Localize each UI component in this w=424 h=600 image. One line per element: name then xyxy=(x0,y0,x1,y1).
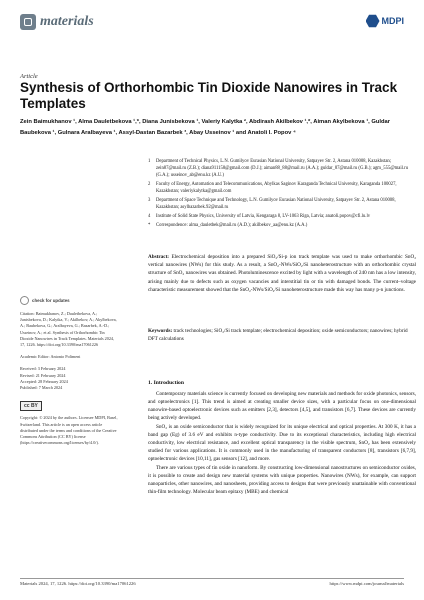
footer-citation[interactable]: Materials 2024, 17, 1226. https://doi.org/10.3390/ma17061226 xyxy=(20,581,136,586)
journal-logo[interactable] xyxy=(20,14,94,30)
article-type: Article xyxy=(20,73,38,80)
section-heading: 1. Introduction xyxy=(148,380,184,386)
abstract-label: Abstract: xyxy=(148,254,170,260)
publisher-name: MDPI xyxy=(381,16,404,26)
date-accepted: Accepted: 28 February 2024 xyxy=(20,378,68,384)
article-title: Synthesis of Orthorhombic Tin Dioxide Nanowires in Track Templates xyxy=(20,80,398,111)
keywords-label: Keywords: xyxy=(148,328,173,334)
footer-divider xyxy=(20,578,404,579)
date-published: Published: 7 March 2024 xyxy=(20,385,63,391)
affiliation-item: 3 Department of Space Technique and Technology, L.N. Gumilyov Eurasian National University, Satpayev Str. 2, Astana 010008, Kazakhstan; asylbazarbek.92@mail.ru xyxy=(148,198,396,211)
paragraph: There are various types of tin oxide in nanoform. By constructing low-dimensional nanostructures on semiconductor oxides, it is possible to create and design new material systems with unique properties. Nanowires (NWs), for example, can support nanoparticles, other nanowires, and nanosheets, providing access to designs that were previously unattainable with conventional thin-film technology. Molecular beam epitaxy (MBE) and chemical xyxy=(148,464,416,496)
check-for-updates-icon xyxy=(20,296,29,305)
citation-block xyxy=(20,311,118,348)
license-text: Copyright: © 2024 by the authors. Licensee MDPI, Basel, Switzerland. This article is an open access article distributed under the terms and conditions of the Creative Commons Attribution (CC BY) license (https://creativecommons.org/licenses/by/4.0/). xyxy=(20,415,118,446)
cc-license-badge[interactable]: cc BY xyxy=(20,401,42,411)
journal-name: materials xyxy=(40,14,94,29)
check-for-updates-button[interactable] xyxy=(20,296,118,305)
citation-text: Baimukhanov, Z.; Dauletbekova, A.; Junisbekova, D.; Kalytka, V.; Akilbekov, A.; Akylbekova, A.; Baubekova, G.; Aralbayeva, G.; Bazarbek, A.-D.; Usseinov, A.; et al. Synthesis of Orthorhombic Tin Dioxide Nanowires in Track Templates. Materials 2024, 17, 1226. https://doi.org/10.3390/ma17061226 xyxy=(20,311,117,348)
mdpi-logo-icon xyxy=(366,14,380,28)
abstract xyxy=(148,253,416,294)
check-for-updates-label: check for updates xyxy=(32,298,70,303)
affiliations xyxy=(148,158,416,231)
sidebar xyxy=(20,296,118,446)
footer-journal-url[interactable]: https://www.mdpi.com/journal/materials xyxy=(329,581,404,586)
publisher-logo[interactable] xyxy=(366,14,405,28)
author-list: Zein Baimukhanov ¹, Alma Dauletbekova ¹,*, Diana Junisbekova ¹, Valeriy Kalytka ², Abdirash Akilbekov ¹,*, Aiman Akylbekova ¹, Guldar Baubekova ¹, Gulnara Aralbayeva ¹, Assyl-Dastan Bazarbek ³, Abay Usseinov ¹ and Anatoli I. Popov ⁴ xyxy=(20,119,391,136)
affiliation-item: 1 Department of Technical Physics, L.N. Gumilyov Eurasian National University, Satpayev Str. 2, Astana 010008, Kazakhstan; zein87@mail.ru (Z.B.); diana911158@gmail.com (D.J.); aiman88_88@mail.ru (A.A.); guldar_87@mail.ru (G.B.); agm_555@mail.ru (G.A.); usseinov_ab@enu.kz (A.U.) xyxy=(148,159,409,179)
date-revised: Revised: 21 February 2024 xyxy=(20,372,66,378)
affiliation-item: 4 Institute of Solid State Physics, University of Latvia, Kengaraga 8, LV-1063 Riga, Latvia; anatoli.popov@cfi.lu.lv xyxy=(148,214,371,220)
date-received: Received: 3 February 2024 xyxy=(20,366,66,372)
keywords xyxy=(148,327,416,343)
citation-label: Citation: xyxy=(20,311,35,316)
intro-body xyxy=(148,390,416,497)
academic-editor: Academic Editor: Antonio Polimeni xyxy=(20,354,81,360)
abstract-text: Electrochemical deposition into a prepared SiO₂/Si-p ion track template was used to make orthorhombic SnO₂ vertical nanowires (NWs) for this study. As a result, a SnO₂-NWs/SiO₂/Si nanoheterostructure with an orthorhombic crystal structure of SnO₂ nanowires was obtained. Photoluminescence excited by light with a wavelength of 240 nm has a low intensity, arising mainly due to defects such as oxygen vacancies and interstitial tin or tin with damaged bonds. The current–voltage characteristic measurement showed that the SnO₂-NWs/SiO₂/Si nanoheterostructure made this way has many p-n junctions. xyxy=(148,254,416,293)
paragraph: Contemporary materials science is currently focused on developing new materials and methods for oxide photonics, sensors, and optoelectronics [1]. This trend is aimed at creating smaller device sizes, with a particular focus on one-dimensional nanowire-based optoelectronic devices such as emitters [2,3], detectors [4,5], and transistors [6,7]. These devices are currently being actively developed. xyxy=(148,391,416,422)
journal-logo-icon xyxy=(20,14,36,30)
keywords-text: track technologies; SiO₂/Si track template; electrochemical deposition; oxide semiconductors; nanowires; hybrid DFT calculations xyxy=(148,328,408,343)
correspondence: * Correspondence: alma_dauletbek@mail.ru (A.D.); akilbekov_aa@enu.kz (A.A.) xyxy=(148,223,308,228)
affiliation-item: 2 Faculty of Energy, Automation and Telecommunications, Abylkas Saginov Karaganda Technical University, Karaganda 100027, Kazakhstan; valeriykalytka@gmail.com xyxy=(148,182,397,195)
paragraph: SnO₂ is an oxide semiconductor that is widely recognized for its unique electrical and optical properties. At 300 K, it has a band gap (Eg) of 3.6 eV and exhibits n-type conductivity. Due to its exceptional characteristics, including high electrical conductivity, low electrical resistance, and excellent optical transparency in the visible spectrum, SnO₂ has been extensively studied for various applications. It is commonly used in the manufacturing of transparent conductors [8], transistors [6,7,9], optoelectronic devices [10,11], gas sensors [12], and more. xyxy=(148,423,416,463)
